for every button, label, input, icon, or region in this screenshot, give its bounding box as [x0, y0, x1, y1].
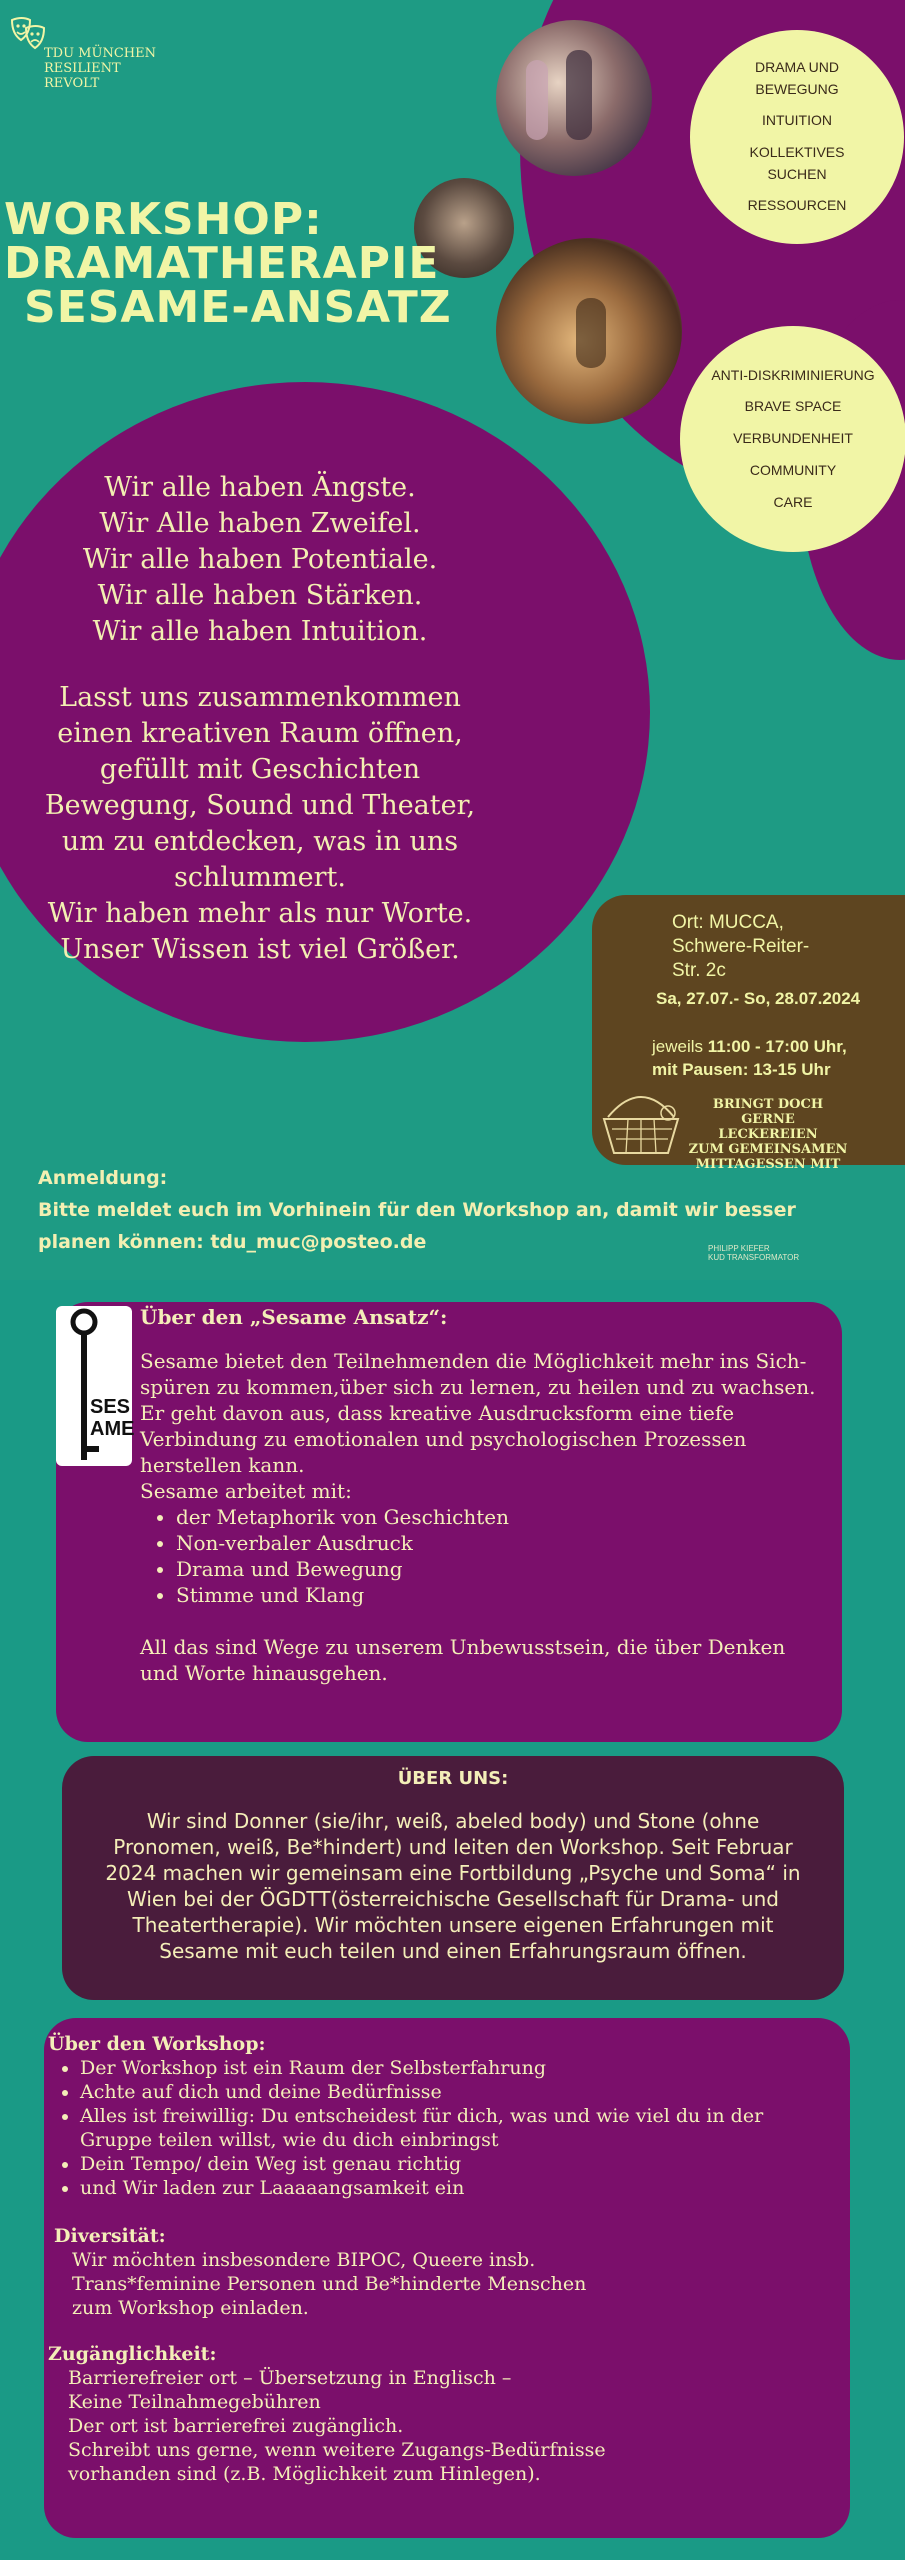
sesame-card — [56, 1302, 842, 1742]
list-item: • und Wir laden zur Laaaaangsamkeit ein — [80, 2176, 780, 2200]
diversity-line: Trans*feminine Personen und Be*hinderte Menschen — [72, 2273, 587, 2295]
topics-circle-1 — [690, 30, 904, 244]
title-line1: WORKSHOP: — [4, 194, 323, 245]
accessibility-line: Keine Teilnahmegebühren — [68, 2391, 321, 2413]
list-item: • Stimme und Klang — [176, 1582, 830, 1608]
sesame-para3: Sesame arbeitet mit: — [140, 1479, 352, 1503]
diversity-heading: Diversität: — [54, 2225, 166, 2247]
list-item: • Non-verbaler Ausdruck — [176, 1530, 830, 1556]
location-line1: Ort: MUCCA, — [672, 912, 784, 933]
invite-line: Unser Wissen ist viel Größer. — [60, 934, 460, 965]
value-verbundenheit: VERBUNDENHEIT — [733, 430, 853, 447]
accessibility-text — [48, 2366, 808, 2486]
list-item: • Alles ist freiwillig: Du entscheidest für dich, was und wie viel du in der Gruppe teilen willst, wie du dich einbringst — [80, 2104, 780, 2152]
about-heading: ÜBER UNS: — [397, 1768, 509, 1789]
workshop-title — [4, 194, 452, 333]
sesame-logo — [56, 1306, 135, 1466]
registration-line2: planen können: tdu_muc@posteo.de — [38, 1231, 427, 1253]
invite-line: einen kreativen Raum öffnen, — [57, 718, 463, 749]
sesame-heading: Über den „Sesame Ansatz“: — [140, 1305, 448, 1329]
invite-line: gefüllt mit Geschichten — [99, 754, 421, 785]
value-brave-space: BRAVE SPACE — [744, 398, 842, 415]
value-care: CARE — [773, 493, 813, 510]
event-time — [652, 1035, 847, 1058]
accessibility-heading: Zugänglichkeit: — [48, 2343, 217, 2365]
topic-ressourcen: RESSOURCEN — [747, 197, 847, 214]
topic-kollektiv-1: KOLLEKTIVES — [749, 144, 845, 160]
workshop-card — [44, 2018, 850, 2538]
value-antidiskriminierung: ANTI-DISKRIMINIERUNG — [711, 366, 875, 383]
bring-line: MITTAGESSEN MIT — [695, 1157, 841, 1172]
intro-line: Wir alle haben Ängste. — [104, 472, 416, 503]
location-line2: Schwere-Reiter- — [672, 936, 810, 957]
diversity-text — [48, 2248, 808, 2320]
time-value: 11:00 - 17:00 Uhr, — [707, 1037, 847, 1056]
sesame-para1: Sesame bietet den Teilnehmenden die Möglichkeit mehr ins Sich-spüren zu kommen,über sich zu lernen, zu heilen und zu wachsen. — [140, 1349, 816, 1399]
credit-line2: KUD TRANSFORMATOR — [708, 1253, 800, 1262]
photo-dance-1 — [496, 20, 652, 176]
registration-line1: Bitte meldet euch im Vorhinein für den Workshop an, damit wir besser — [38, 1199, 796, 1221]
sesame-content — [140, 1304, 830, 1686]
workshop-heading: Über den Workshop: — [48, 2033, 266, 2055]
accessibility-line: Der ort ist barrierefrei zugänglich. — [68, 2415, 404, 2437]
topic-drama-2: BEWEGUNG — [755, 80, 839, 97]
topic-kollektiv-2: SUCHEN — [767, 165, 827, 182]
accessibility-line: vorhanden sind (z.B. Möglichkeit zum Hinlegen). — [68, 2463, 541, 2485]
logo-line1: TDU MÜNCHEN — [44, 46, 156, 61]
diversity-line: zum Workshop einladen. — [72, 2297, 309, 2319]
diversity-line: Wir möchten insbesondere BIPOC, Queere insb. — [72, 2249, 536, 2271]
invite-line: Lasst uns zusammenkommen — [59, 682, 461, 713]
sesame-logo-text1: SES — [90, 1396, 131, 1418]
sesame-logo-text2: AME — [90, 1418, 135, 1440]
bring-line: BRINGT DOCH GERNE — [712, 1097, 824, 1127]
logo-line3: REVOLT — [44, 76, 100, 91]
bring-line: LECKEREIEN — [718, 1127, 818, 1142]
workshop-content — [48, 2032, 808, 2486]
title-line3: SESAME-ANSATZ — [24, 282, 452, 333]
intro-line: Wir alle haben Potentiale. — [82, 544, 438, 575]
time-prefix: jeweils — [652, 1037, 708, 1056]
key-icon — [56, 1306, 135, 1466]
value-community: COMMUNITY — [749, 461, 837, 478]
about-card — [62, 1756, 844, 2000]
list-item: • Dein Tempo/ dein Weg ist genau richtig — [80, 2152, 780, 2176]
picnic-basket-icon — [598, 1087, 684, 1157]
location-line3: Str. 2c — [672, 960, 726, 981]
invite-line: Wir haben mehr als nur Worte. — [47, 898, 473, 929]
event-pause: mit Pausen: 13-15 Uhr — [652, 1060, 831, 1079]
topic-drama-1: DRAMA UND — [754, 58, 839, 75]
topic-intuition: INTUITION — [762, 112, 832, 129]
intro-line: Wir alle haben Stärken. — [97, 580, 423, 611]
credit-line1: PHILIPP KIEFER — [708, 1244, 770, 1253]
registration-title: Anmeldung: — [38, 1167, 168, 1189]
sesame-list — [140, 1504, 830, 1608]
bring-line: ZUM GEMEINSAMEN — [688, 1142, 848, 1157]
list-item: • Drama und Bewegung — [176, 1556, 830, 1582]
sesame-para2: Er geht davon aus, dass kreative Ausdrucksform eine tiefe Verbindung zu emotionalen und psychologischen Prozessen herstellen kann. — [140, 1401, 747, 1477]
event-date: Sa, 27.07.- So, 28.07.2024 — [656, 989, 861, 1008]
about-text: Wir sind Donner (sie/ihr, weiß, abeled body) und Stone (ohne Pronomen, weiß, Be*hindert) und leiten den Workshop. Seit Februar 2024 machen wir gemeinsam eine Fortbildung „Psyche und Soma“ in Wien bei der ÖGDTT(österreichische Gesellschaft für Drama- und Theatertherapie). Wir möchten unsere eigenen Erfahrungen mit Sesame mit euch teilen und einen Erfahrungsraum öffnen. — [105, 1809, 801, 1963]
photo-credit — [708, 1244, 799, 1262]
accessibility-line: Schreibt uns gerne, wenn weitere Zugangs-Bedürfnisse — [68, 2439, 606, 2461]
theater-masks-icon — [10, 16, 46, 56]
intro-line: Wir alle haben Intuition. — [92, 616, 428, 647]
workshop-list — [48, 2056, 780, 2200]
invite-line: Bewegung, Sound und Theater, — [44, 790, 476, 821]
intro-line: Wir Alle haben Zweifel. — [99, 508, 421, 539]
photo-dance-3 — [496, 238, 682, 424]
accessibility-line: Barrierefreier ort – Übersetzung in Englisch – — [68, 2367, 512, 2389]
logo-line2: RESILIENT — [44, 61, 121, 76]
topics-circle-2 — [680, 326, 905, 552]
invite-text — [0, 680, 520, 968]
intro-text — [0, 470, 520, 650]
invite-line: um zu entdecken, was in uns — [61, 826, 459, 857]
title-line2: DRAMATHERAPIE — [4, 238, 440, 289]
list-item: • der Metaphorik von Geschichten — [176, 1504, 830, 1530]
list-item: • Der Workshop ist ein Raum der Selbsterfahrung — [80, 2056, 780, 2080]
list-item: • Achte auf dich und deine Bedürfnisse — [80, 2080, 780, 2104]
invite-line: schlummert. — [174, 862, 346, 893]
sesame-closing: All das sind Wege zu unserem Unbewusstsein, die über Denken und Worte hinausgehen. — [140, 1635, 786, 1685]
event-info-box — [592, 895, 905, 1172]
